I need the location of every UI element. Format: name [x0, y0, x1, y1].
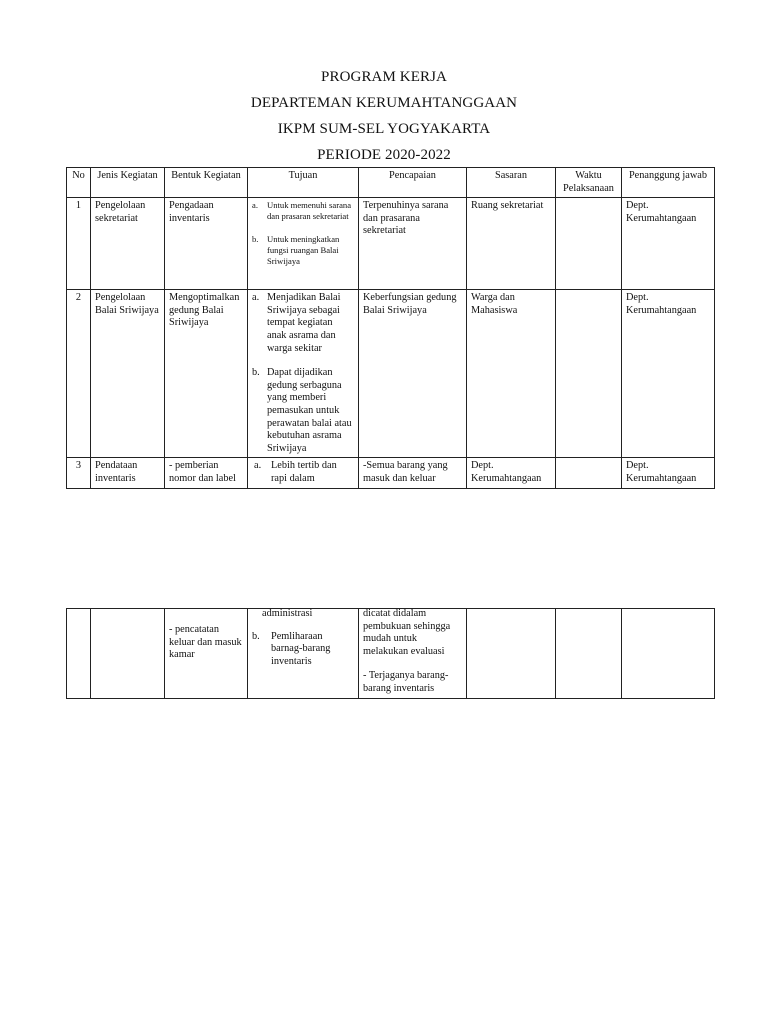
list-item	[252, 200, 354, 222]
list-marker: a.	[254, 460, 262, 472]
program-table	[66, 167, 715, 489]
cell-pencapaian: -Semua barang yang masuk dan keluar	[359, 458, 467, 488]
cell-no: 2	[67, 290, 91, 458]
list-marker: b.	[252, 234, 259, 245]
tujuan-continued-text: administrasi	[262, 608, 313, 619]
cell-bentuk: Mengoptimalkan gedung Balai Sriwijaya	[165, 290, 248, 458]
cell-tujuan	[248, 609, 359, 699]
cell-sasaran: Dept. Kerumahtangaan	[467, 458, 556, 488]
title-line-1: PROGRAM KERJA	[321, 69, 447, 85]
cell-jenis: Pendataan inventaris	[91, 458, 165, 488]
table-row	[67, 609, 715, 699]
cell-bentuk: - pemberian nomor dan label	[165, 458, 248, 488]
title-line-4: PERIODE 2020-2022	[317, 147, 451, 163]
title-line-3: IKPM SUM-SEL YOGYAKARTA	[277, 121, 491, 137]
program-table-continued	[66, 608, 715, 699]
list-item	[252, 234, 354, 267]
document-title	[0, 64, 768, 168]
cell-bentuk: Pengadaan inventaris	[165, 198, 248, 290]
cell-sasaran	[467, 609, 556, 699]
title-line-2: DEPARTEMAN KERUMAHTANGGAAN	[250, 95, 518, 111]
cell-no: 1	[67, 198, 91, 290]
cell-waktu	[556, 458, 622, 488]
table-row	[67, 458, 715, 488]
header-no: No	[67, 168, 91, 198]
list-text: Untuk meningkatkan fungsi ruangan Balai Sriwijaya	[267, 234, 340, 267]
table-header-row	[67, 168, 715, 198]
cell-sasaran: Ruang sekretariat	[467, 198, 556, 290]
cell-tujuan	[248, 198, 359, 290]
cell-bentuk	[165, 609, 248, 699]
list-item	[252, 367, 354, 455]
cell-pencapaian: Keberfungsian gedung Balai Sriwijaya	[359, 290, 467, 458]
list-text: Lebih tertib dan rapi dalam	[271, 460, 337, 484]
cell-sasaran: Warga dan Mahasiswa	[467, 290, 556, 458]
list-text: Menjadikan Balai Sriwijaya sebagai tempat kegiatan anak asrama dan warga sekitar	[267, 292, 341, 354]
cell-no	[67, 609, 91, 699]
list-text: Dapat dijadikan gedung serbaguna yang memberi pemasukan untuk perawatan balai atau kebutuhan asrama Sriwijaya	[267, 367, 352, 454]
header-penanggung-jawab: Penanggung jawab	[622, 168, 715, 198]
list-item	[252, 292, 354, 355]
header-sasaran: Sasaran	[467, 168, 556, 198]
header-jenis-kegiatan: Jenis Kegiatan	[91, 168, 165, 198]
cell-no: 3	[67, 458, 91, 488]
header-waktu-pelaksanaan: Waktu Pelaksanaan	[556, 168, 622, 198]
header-bentuk-kegiatan: Bentuk Kegiatan	[165, 168, 248, 198]
cell-waktu	[556, 290, 622, 458]
cell-waktu	[556, 198, 622, 290]
header-pencapaian: Pencapaian	[359, 168, 467, 198]
list-marker: a.	[252, 200, 258, 211]
list-marker: b.	[252, 367, 260, 379]
pencapaian-text: dicatat didalam pembukuan sehingga mudah untuk melakukan evaluasi	[363, 608, 451, 657]
cell-penanggung-jawab: Dept. Kerumahtangaan	[622, 198, 715, 290]
cell-tujuan	[248, 290, 359, 458]
cell-tujuan	[248, 458, 359, 488]
tujuan-list	[252, 200, 354, 267]
table-row	[67, 290, 715, 458]
cell-penanggung-jawab: Dept. Kerumahtangaan	[622, 458, 715, 488]
bentuk-text: - pencatatan keluar dan masuk kamar	[169, 624, 242, 661]
header-tujuan: Tujuan	[248, 168, 359, 198]
tujuan-list	[252, 292, 354, 455]
cell-penanggung-jawab	[622, 609, 715, 699]
list-text: Pemliharaan barnag-barang inventaris	[271, 630, 331, 667]
cell-waktu	[556, 609, 622, 699]
list-marker: a.	[252, 292, 260, 304]
list-text: Untuk memenuhi sarana dan prasaran sekretariat	[267, 200, 352, 222]
cell-pencapaian	[359, 609, 467, 699]
cell-penanggung-jawab: Dept. Kerumahtangaan	[622, 290, 715, 458]
table-row	[67, 198, 715, 290]
pencapaian-text: - Terjaganya barang-barang inventaris	[363, 670, 449, 694]
cell-jenis: Pengelolaan Balai Sriwijaya	[91, 290, 165, 458]
cell-pencapaian: Terpenuhinya sarana dan prasarana sekretariat	[359, 198, 467, 290]
list-marker: b.	[252, 630, 260, 642]
cell-jenis: Pengelolaan sekretariat	[91, 198, 165, 290]
cell-jenis	[91, 609, 165, 699]
